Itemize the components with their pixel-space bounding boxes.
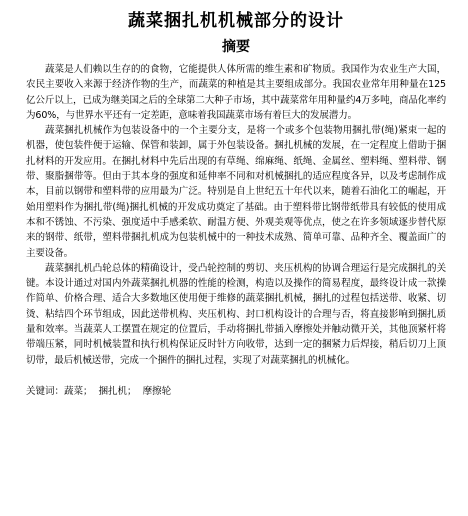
keywords-value: 蔬菜； 捆扎机； 摩擦轮 [64, 385, 172, 397]
abstract-paragraph-1: 蔬菜是人们赖以生存的的食物，它能提供人体所需的维生素和矿物质。我国作为农业生产大国，农民主要收入来源于经济作物的生产，而蔬菜的种植是其主要组成部分。我国农业常年用种量在125亿公斤以上，已成为继美国之后的全球第二大种子市场，其中蔬菜常年用种量约4万多吨，商品化率约为60%，与世界水平还有一定差距，意味着我国蔬菜市场有着巨大的发展潜力。 [26, 64, 446, 121]
abstract-body [26, 62, 446, 368]
abstract-paragraph-2: 蔬菜捆扎机械作为包装设备中的一个主要分支，是将一个或多个包装物用捆扎带(绳)紧束一起的机器，使包装件便于运输、保管和装卸，属于外包装设备。捆扎机械的发展，在一定程度上借助于捆扎材料的开发应用。在捆扎材料中先后出现的有草绳、绵麻绳、纸绳、金属丝、塑料绳、塑料带、钢带、聚脂捆带等。但由于其本身的强度和延伸率不同和对机械捆扎的适应程度各异，以及考虑制作成本，目前以钢带和塑料带的应用最为广泛。特别是自上世纪五十年代以来，随着石油化工的崛起，开始用塑料作为捆扎带(绳)捆扎机械的开发成功奠定了基础。由于塑料带比钢带纸带具有较低的使用成本和不锈蚀、不污染、强度适中手感柔软、耐温方便、外观美观等优点，使之在许多领域逐步替代原来的钢带、纸带，塑料带捆扎机成为包装机械中的一种技术成熟、简单可靠、品种齐全、覆盖面广的主要设备。 [26, 125, 446, 259]
document-page [26, 8, 446, 399]
keywords-line [26, 384, 446, 399]
abstract-heading: 摘要 [222, 39, 250, 55]
keywords-label: 关键词： [26, 385, 65, 397]
abstract-paragraph-3: 蔬菜捆扎机凸轮总体的精确设计，受凸轮控制的剪切、夹压机构的协调合理运行是完成捆扎的关键。本设计通过对国内外蔬菜捆扎机器的性能的检测，构造以及操作的简易程度，最终设计成一款操作简单、价格合理、适合大多数地区使用便于维修的蔬菜捆扎机械，捆扎的过程包括送带、收紧、切烫、粘结四个环节组成，因此送带机构、夹压机构、封口机构设计的合理与否，将直接影响到捆扎质量和效率。当蔬菜人工摆置在规定的位置后，手动将捆扎带插入摩擦处并触动微开关，其他顶紧杆将带端压紧，同时机械装置和执行机构保证反时针方向收带，达到一定的捆紧力后焊接，稍后切刀上顶切带，最后机械送带，完成一个捆件的捆扎过程，实现了对蔬菜捆扎的机械化。 [26, 262, 446, 366]
document-title: 蔬菜捆扎机机械部分的设计 [128, 11, 344, 31]
